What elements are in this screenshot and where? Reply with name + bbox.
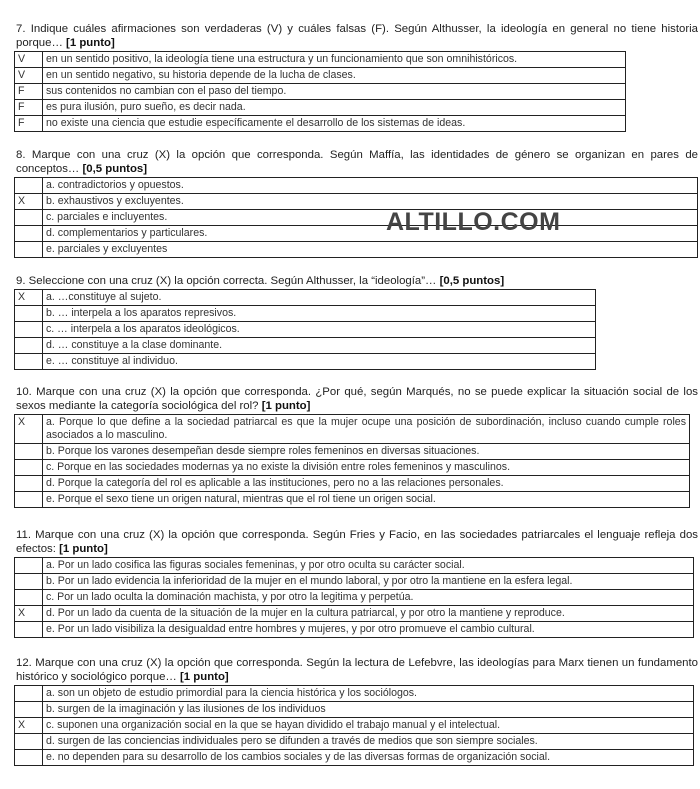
answer-row — [15, 476, 690, 492]
answer-mark[interactable]: X — [15, 194, 43, 210]
answer-row — [15, 194, 698, 210]
answer-mark[interactable] — [15, 734, 43, 750]
answer-row — [15, 290, 596, 306]
question-8 — [14, 148, 698, 258]
answer-row — [15, 178, 698, 194]
answer-text: e. parciales y excluyentes — [43, 242, 698, 258]
watermark: ALTILLO.COM — [386, 208, 561, 236]
answer-row — [15, 492, 690, 508]
answer-text: es pura ilusión, puro sueño, es decir nada. — [43, 100, 626, 116]
answer-mark[interactable]: X — [15, 290, 43, 306]
answer-text: d. Porque la categoría del rol es aplicable a las instituciones, pero no a las relaciones personales. — [43, 476, 690, 492]
answer-text: d. Por un lado da cuenta de la situación de la mujer en la cultura patriarcal, y por otro la mantiene y reproduce. — [43, 606, 694, 622]
answer-mark[interactable] — [15, 574, 43, 590]
answer-row — [15, 686, 694, 702]
answer-mark[interactable] — [15, 178, 43, 194]
answer-row — [15, 52, 626, 68]
answer-row — [15, 415, 690, 444]
answer-text: d. surgen de las conciencias individuales pero se difunden a través de medios que son siempre sociales. — [43, 734, 694, 750]
answer-row — [15, 734, 694, 750]
answer-row — [15, 558, 694, 574]
answer-row — [15, 100, 626, 116]
question-stem: 7. Indique cuáles afirmaciones son verdaderas (V) y cuáles falsas (F). Según Althusser, la ideología en general no tiene historia porque… [1 punto] — [16, 23, 698, 49]
answer-mark[interactable]: F — [15, 84, 43, 100]
answer-text: no existe una ciencia que estudie específicamente el desarrollo de los sistemas de ideas. — [43, 116, 626, 132]
answer-text: en un sentido positivo, la ideología tiene una estructura y un funcionamiento que son omnihistóricos. — [43, 52, 626, 68]
answer-mark[interactable] — [15, 306, 43, 322]
answer-mark[interactable] — [15, 226, 43, 242]
answer-table — [14, 414, 690, 508]
answer-text: d. … constituye a la clase dominante. — [43, 338, 596, 354]
answer-text: e. Porque el sexo tiene un origen natural, mientras que el rol tiene un origen social. — [43, 492, 690, 508]
answer-table — [14, 685, 694, 766]
answer-row — [15, 702, 694, 718]
answer-row — [15, 242, 698, 258]
answer-row — [15, 718, 694, 734]
question-stem: 10. Marque con una cruz (X) la opción que corresponda. ¿Por qué, según Marqués, no se puede explicar la situación social de los sexos mediante la categoría sociológica del rol? [1 punto] — [16, 386, 698, 412]
answer-mark[interactable] — [15, 354, 43, 370]
answer-mark[interactable] — [15, 750, 43, 766]
answer-text: a. Porque lo que define a la sociedad patriarcal es que la mujer ocupe una posición de subordinación, incluso cuando cumple roles asociados a lo masculino. — [43, 415, 690, 444]
answer-text: a. contradictorios y opuestos. — [43, 178, 698, 194]
answer-row — [15, 606, 694, 622]
answer-mark[interactable] — [15, 476, 43, 492]
answer-text: c. parciales e incluyentes. — [43, 210, 698, 226]
answer-mark[interactable]: V — [15, 52, 43, 68]
answer-text: b. exhaustivos y excluyentes. — [43, 194, 698, 210]
answer-mark[interactable] — [15, 338, 43, 354]
answer-text: c. Porque en las sociedades modernas ya no existe la división entre roles femeninos y masculinos. — [43, 460, 690, 476]
answer-text: b. surgen de la imaginación y las ilusiones de los individuos — [43, 702, 694, 718]
answer-text: a. son un objeto de estudio primordial para la ciencia histórica y los sociólogos. — [43, 686, 694, 702]
answer-mark[interactable] — [15, 322, 43, 338]
answer-row — [15, 444, 690, 460]
points-label: [0,5 puntos] — [439, 275, 505, 287]
question-7 — [14, 22, 698, 132]
answer-mark[interactable]: X — [15, 718, 43, 734]
answer-mark[interactable]: X — [15, 415, 43, 444]
question-12 — [14, 656, 698, 766]
question-10 — [14, 385, 698, 508]
answer-mark[interactable] — [15, 622, 43, 638]
answer-mark[interactable]: F — [15, 100, 43, 116]
answer-text: b. Porque los varones desempeñan desde siempre roles femeninos en diversas situaciones. — [43, 444, 690, 460]
answer-text: a. Por un lado cosifica las figuras sociales femeninas, y por otro oculta su carácter social. — [43, 558, 694, 574]
answer-text: en un sentido negativo, su historia depende de la lucha de clases. — [43, 68, 626, 84]
answer-mark[interactable] — [15, 590, 43, 606]
answer-mark[interactable] — [15, 558, 43, 574]
answer-text: e. no dependen para su desarrollo de los cambios sociales y de las diversas formas de organización social. — [43, 750, 694, 766]
answer-mark[interactable]: V — [15, 68, 43, 84]
points-label: [1 punto] — [261, 400, 311, 412]
answer-mark[interactable] — [15, 242, 43, 258]
answer-row — [15, 226, 698, 242]
answer-mark[interactable]: F — [15, 116, 43, 132]
answer-text: c. suponen una organización social en la que se hayan dividido el trabajo manual y el intelectual. — [43, 718, 694, 734]
question-stem: 8. Marque con una cruz (X) la opción que corresponda. Según Maffía, las identidades de género se organizan en pares de conceptos… [0,5 puntos] — [16, 149, 698, 175]
answer-row — [15, 210, 698, 226]
answer-row — [15, 354, 596, 370]
answer-mark[interactable] — [15, 210, 43, 226]
answer-row — [15, 68, 626, 84]
points-label: [1 punto] — [66, 37, 115, 49]
answer-row — [15, 590, 694, 606]
answer-row — [15, 116, 626, 132]
points-label: [1 punto] — [59, 543, 108, 555]
answer-mark[interactable] — [15, 702, 43, 718]
question-stem: 11. Marque con una cruz (X) la opción que corresponda. Según Fries y Facio, en las sociedades patriarcales el lenguaje refleja dos efectos: [1 punto] — [16, 529, 698, 555]
answer-table — [14, 51, 626, 132]
answer-text: e. Por un lado visibiliza la desigualdad entre hombres y mujeres, y por otro promueve el cambio cultural. — [43, 622, 694, 638]
answer-text: c. Por un lado oculta la dominación machista, y por otro la legitima y perpetúa. — [43, 590, 694, 606]
answer-text: sus contenidos no cambian con el paso del tiempo. — [43, 84, 626, 100]
answer-text: b. Por un lado evidencia la inferioridad de la mujer en el mundo laboral, y por otro la mantiene en la esfera legal. — [43, 574, 694, 590]
answer-mark[interactable] — [15, 444, 43, 460]
answer-row — [15, 84, 626, 100]
answer-table — [14, 289, 596, 370]
answer-text: d. complementarios y particulares. — [43, 226, 698, 242]
answer-table — [14, 177, 698, 258]
answer-text: e. … constituye al individuo. — [43, 354, 596, 370]
answer-row — [15, 750, 694, 766]
answer-mark[interactable]: X — [15, 606, 43, 622]
question-11 — [14, 528, 698, 638]
question-9 — [14, 274, 698, 370]
answer-row — [15, 338, 596, 354]
points-label: [0,5 puntos] — [82, 163, 148, 175]
answer-mark[interactable] — [15, 460, 43, 476]
answer-row — [15, 322, 596, 338]
answer-row — [15, 460, 690, 476]
answer-row — [15, 574, 694, 590]
answer-mark[interactable] — [15, 492, 43, 508]
answer-text: a. …constituye al sujeto. — [43, 290, 596, 306]
answer-table — [14, 557, 694, 638]
answer-row — [15, 306, 596, 322]
question-stem: 12. Marque con una cruz (X) la opción que corresponda. Según la lectura de Lefebvre, las ideologías para Marx tienen un fundamento histórico y sociológico porque… [1 punto] — [16, 657, 698, 683]
answer-text: b. … interpela a los aparatos represivos. — [43, 306, 596, 322]
points-label: [1 punto] — [180, 671, 229, 683]
answer-row — [15, 622, 694, 638]
answer-text: c. … interpela a los aparatos ideológicos. — [43, 322, 596, 338]
question-stem: 9. Seleccione con una cruz (X) la opción correcta. Según Althusser, la “ideología”… [0,5 puntos] — [16, 275, 505, 287]
answer-mark[interactable] — [15, 686, 43, 702]
